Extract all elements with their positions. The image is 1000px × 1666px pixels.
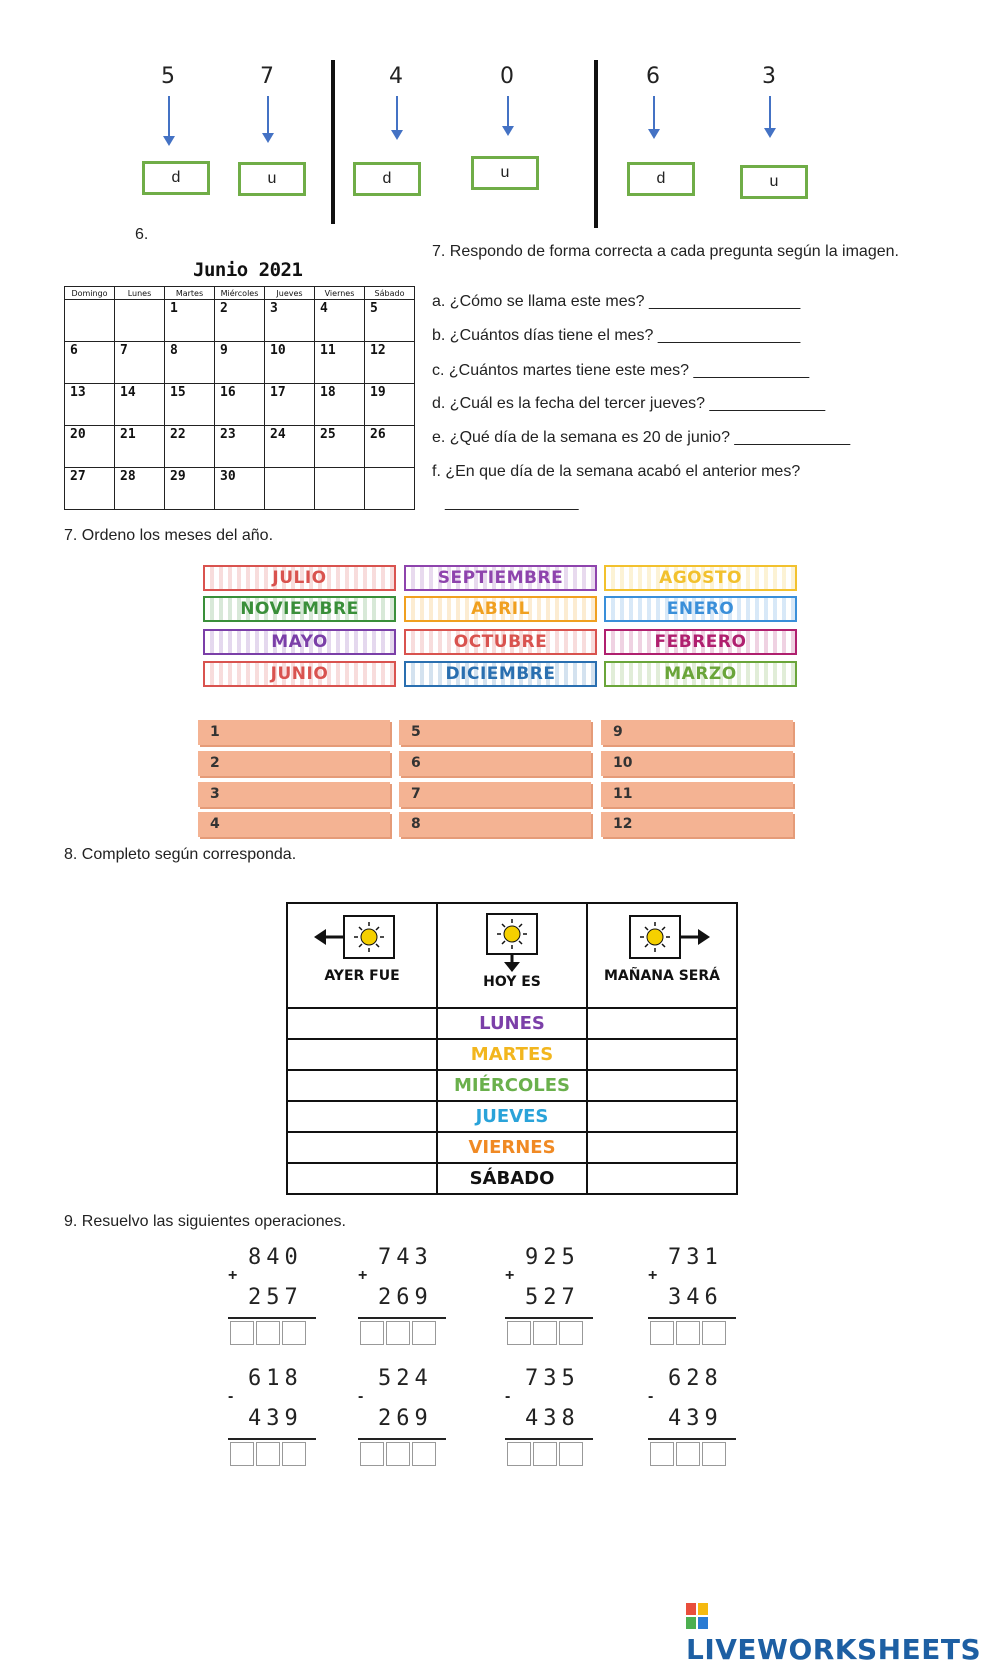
month-order-slot[interactable]: 10	[601, 751, 793, 776]
ayer-answer-cell[interactable]	[287, 1070, 437, 1101]
answer-box[interactable]	[412, 1321, 436, 1345]
answer-box[interactable]	[230, 1442, 254, 1466]
calendar-day: 28	[115, 468, 165, 510]
answer-box[interactable]	[676, 1321, 700, 1345]
operation	[358, 1366, 448, 1476]
down-arrow-icon	[396, 96, 398, 131]
answer-box[interactable]	[702, 1321, 726, 1345]
calendar-day: 14	[115, 384, 165, 426]
calendar-weekday: Martes	[165, 287, 215, 300]
calendar-weekday: Miércoles	[215, 287, 265, 300]
operation-sign: +	[505, 1267, 515, 1284]
day-name: JUEVES	[437, 1101, 587, 1132]
operation-sign: -	[358, 1388, 364, 1405]
question-f: f. ¿En que día de la semana acabó el anterior mes?	[432, 463, 801, 480]
answer-box[interactable]	[230, 1321, 254, 1345]
header-manana	[587, 903, 737, 1008]
operand-bottom: 269	[378, 1406, 433, 1431]
month-card[interactable]: JULIO	[203, 565, 396, 591]
manana-answer-cell[interactable]	[587, 1132, 737, 1163]
calendar-day: 17	[265, 384, 315, 426]
logo-icon	[686, 1603, 708, 1629]
answer-box[interactable]	[256, 1321, 280, 1345]
question-d[interactable]: d. ¿Cuál es la fecha del tercer jueves? _____________	[432, 395, 826, 412]
calendar-day: 26	[365, 426, 415, 468]
calendar-week	[65, 342, 415, 384]
answer-box[interactable]	[360, 1442, 384, 1466]
answer-box[interactable]	[533, 1442, 557, 1466]
month-card[interactable]: ABRIL	[404, 596, 597, 622]
answer-box[interactable]	[676, 1442, 700, 1466]
operand-bottom: 439	[668, 1406, 723, 1431]
day-name: LUNES	[437, 1008, 587, 1039]
calendar-title: Junio 2021	[193, 259, 303, 281]
calendar-day: 22	[165, 426, 215, 468]
result-line	[228, 1317, 316, 1319]
calendar-day: 20	[65, 426, 115, 468]
operand-bottom: 438	[525, 1406, 580, 1431]
place-value-box[interactable]: u	[740, 165, 808, 199]
place-digit: 4	[389, 64, 403, 89]
month-order-slot[interactable]: 3	[198, 782, 390, 807]
answer-box[interactable]	[412, 1442, 436, 1466]
manana-answer-cell[interactable]	[587, 1070, 737, 1101]
section-6-number: 6.	[135, 226, 149, 243]
operand-top: 735	[525, 1366, 580, 1391]
operand-top: 731	[668, 1245, 723, 1270]
month-card[interactable]: JUNIO	[203, 661, 396, 687]
operation-sign: +	[228, 1267, 238, 1284]
answer-box[interactable]	[507, 1442, 531, 1466]
result-line	[228, 1438, 316, 1440]
operation	[505, 1366, 595, 1476]
day-name: MIÉRCOLES	[437, 1070, 587, 1101]
operation-sign: -	[648, 1388, 654, 1405]
operation	[228, 1366, 318, 1476]
operation-sign: -	[228, 1388, 234, 1405]
day-name: MARTES	[437, 1039, 587, 1070]
calendar-weekday: Sábado	[365, 287, 415, 300]
question-b[interactable]: b. ¿Cuántos días tiene el mes? ________________	[432, 327, 801, 344]
answer-box[interactable]	[559, 1442, 583, 1466]
divider	[331, 60, 335, 224]
header-hoy-label: HOY ES	[483, 974, 541, 990]
calendar-day: 30	[215, 468, 265, 510]
calendar-weekday: Jueves	[265, 287, 315, 300]
place-value-box[interactable]: u	[238, 162, 306, 196]
month-card[interactable]: DICIEMBRE	[404, 661, 597, 687]
operation	[228, 1245, 318, 1355]
calendar-day: 11	[315, 342, 365, 384]
sun-right-arrow-icon	[614, 914, 710, 960]
calendar-week	[65, 300, 415, 342]
ayer-answer-cell[interactable]	[287, 1132, 437, 1163]
down-arrow-icon	[168, 96, 170, 137]
calendar-day: 10	[265, 342, 315, 384]
day-name: SÁBADO	[437, 1163, 587, 1194]
place-digit: 5	[161, 64, 175, 89]
month-order-slot[interactable]: 9	[601, 720, 793, 745]
calendar-day	[115, 300, 165, 342]
day-row	[287, 1070, 737, 1101]
question-c[interactable]: c. ¿Cuántos martes tiene este mes? _____________	[432, 362, 810, 379]
month-card[interactable]: ENERO	[604, 596, 797, 622]
calendar-day: 21	[115, 426, 165, 468]
calendar-week	[65, 384, 415, 426]
calendar-weekday: Lunes	[115, 287, 165, 300]
sun-left-arrow-icon	[314, 914, 410, 960]
calendar-day: 23	[215, 426, 265, 468]
ayer-answer-cell[interactable]	[287, 1163, 437, 1194]
operation	[648, 1245, 738, 1355]
divider	[594, 60, 598, 228]
operand-bottom: 257	[248, 1285, 303, 1310]
month-order-slot[interactable]: 4	[198, 812, 390, 837]
result-line	[358, 1438, 446, 1440]
calendar-day: 16	[215, 384, 265, 426]
calendar-day: 4	[315, 300, 365, 342]
operation	[358, 1245, 448, 1355]
questions-heading: 7. Respondo de forma correcta a cada pregunta según la imagen.	[432, 243, 899, 260]
calendar-day: 13	[65, 384, 115, 426]
day-row	[287, 1163, 737, 1194]
month-order-slot[interactable]: 12	[601, 812, 793, 837]
answer-line-f[interactable]: _______________	[445, 494, 579, 511]
month-card[interactable]: OCTUBRE	[404, 629, 597, 655]
operation-sign: -	[505, 1388, 511, 1405]
answer-box[interactable]	[650, 1442, 674, 1466]
header-hoy	[437, 903, 587, 1008]
answer-box[interactable]	[559, 1321, 583, 1345]
calendar-weekday: Viernes	[315, 287, 365, 300]
operation	[648, 1366, 738, 1476]
place-value-box[interactable]: d	[142, 161, 210, 195]
operation-sign: +	[648, 1267, 658, 1284]
place-value-box[interactable]: d	[627, 162, 695, 196]
operand-bottom: 439	[248, 1406, 303, 1431]
calendar-day: 8	[165, 342, 215, 384]
place-value-box[interactable]: d	[353, 162, 421, 196]
down-arrow-icon	[267, 96, 269, 134]
place-digit: 0	[500, 64, 514, 89]
manana-answer-cell[interactable]	[587, 1163, 737, 1194]
calendar-week	[65, 426, 415, 468]
operand-bottom: 269	[378, 1285, 433, 1310]
month-order-slot[interactable]: 1	[198, 720, 390, 745]
header-ayer	[287, 903, 437, 1008]
month-card[interactable]: MAYO	[203, 629, 396, 655]
day-row	[287, 1008, 737, 1039]
day-row	[287, 1132, 737, 1163]
calendar-day: 27	[65, 468, 115, 510]
day-name: VIERNES	[437, 1132, 587, 1163]
calendar-day: 7	[115, 342, 165, 384]
calendar-day: 29	[165, 468, 215, 510]
result-line	[358, 1317, 446, 1319]
sun-down-arrow-icon	[482, 912, 542, 972]
month-order-slot[interactable]: 11	[601, 782, 793, 807]
answer-box[interactable]	[386, 1442, 410, 1466]
calendar-day: 19	[365, 384, 415, 426]
calendar-day: 12	[365, 342, 415, 384]
month-order-slot[interactable]: 8	[399, 812, 591, 837]
month-card[interactable]: MARZO	[604, 661, 797, 687]
calendar-day	[315, 468, 365, 510]
header-manana-label: MAÑANA SERÁ	[603, 968, 720, 984]
ayer-answer-cell[interactable]	[287, 1101, 437, 1132]
month-order-slot[interactable]: 7	[399, 782, 591, 807]
answer-box[interactable]	[282, 1442, 306, 1466]
months-heading: 7. Ordeno los meses del año.	[64, 527, 274, 544]
month-order-slot[interactable]: 6	[399, 751, 591, 776]
answer-box[interactable]	[282, 1321, 306, 1345]
calendar-weekday: Domingo	[65, 287, 115, 300]
ayer-answer-cell[interactable]	[287, 1008, 437, 1039]
logo-text: LIVEWORKSHEETS	[686, 1633, 982, 1666]
answer-box[interactable]	[702, 1442, 726, 1466]
calendar-day: 9	[215, 342, 265, 384]
days-table	[286, 902, 738, 1195]
calendar-day	[65, 300, 115, 342]
answer-box[interactable]	[386, 1321, 410, 1345]
calendar-table	[64, 286, 415, 510]
month-card[interactable]: AGOSTO	[604, 565, 797, 591]
result-line	[648, 1438, 736, 1440]
calendar-week	[65, 468, 415, 510]
question-e[interactable]: e. ¿Qué día de la semana es 20 de junio? _____________	[432, 429, 851, 446]
calendar-day	[265, 468, 315, 510]
calendar-day: 15	[165, 384, 215, 426]
month-order-slot[interactable]: 5	[399, 720, 591, 745]
calendar-day: 6	[65, 342, 115, 384]
manana-answer-cell[interactable]	[587, 1039, 737, 1070]
operations-heading: 9. Resuelvo las siguientes operaciones.	[64, 1213, 346, 1230]
calendar-day: 5	[365, 300, 415, 342]
operand-top: 925	[525, 1245, 580, 1270]
place-digit: 3	[762, 64, 776, 89]
question-a[interactable]: a. ¿Cómo se llama este mes? _________________	[432, 293, 801, 310]
month-order-slot[interactable]: 2	[198, 751, 390, 776]
calendar-day: 1	[165, 300, 215, 342]
calendar-day	[365, 468, 415, 510]
operand-top: 618	[248, 1366, 303, 1391]
down-arrow-icon	[653, 96, 655, 130]
day-row	[287, 1039, 737, 1070]
down-arrow-icon	[769, 96, 771, 129]
place-digit: 7	[260, 64, 274, 89]
manana-answer-cell[interactable]	[587, 1008, 737, 1039]
answer-box[interactable]	[533, 1321, 557, 1345]
result-line	[505, 1438, 593, 1440]
result-line	[505, 1317, 593, 1319]
answer-box[interactable]	[507, 1321, 531, 1345]
month-card[interactable]: FEBRERO	[604, 629, 797, 655]
calendar-day: 25	[315, 426, 365, 468]
manana-answer-cell[interactable]	[587, 1101, 737, 1132]
header-ayer-label: AYER FUE	[324, 968, 400, 984]
calendar-day: 18	[315, 384, 365, 426]
calendar-day: 3	[265, 300, 315, 342]
ayer-answer-cell[interactable]	[287, 1039, 437, 1070]
operand-bottom: 346	[668, 1285, 723, 1310]
calendar-day: 2	[215, 300, 265, 342]
liveworksheets-logo	[686, 1600, 1000, 1666]
place-value-box[interactable]: u	[471, 156, 539, 190]
month-card[interactable]: SEPTIEMBRE	[404, 565, 597, 591]
down-arrow-icon	[507, 96, 509, 127]
operand-top: 743	[378, 1245, 433, 1270]
answer-box[interactable]	[256, 1442, 280, 1466]
operand-top: 628	[668, 1366, 723, 1391]
operand-top: 840	[248, 1245, 303, 1270]
calendar-day: 24	[265, 426, 315, 468]
month-card[interactable]: NOVIEMBRE	[203, 596, 396, 622]
days-heading: 8. Completo según corresponda.	[64, 846, 297, 863]
answer-box[interactable]	[650, 1321, 674, 1345]
operand-bottom: 527	[525, 1285, 580, 1310]
operand-top: 524	[378, 1366, 433, 1391]
operation	[505, 1245, 595, 1355]
day-row	[287, 1101, 737, 1132]
answer-box[interactable]	[360, 1321, 384, 1345]
place-digit: 6	[646, 64, 660, 89]
operation-sign: +	[358, 1267, 368, 1284]
result-line	[648, 1317, 736, 1319]
